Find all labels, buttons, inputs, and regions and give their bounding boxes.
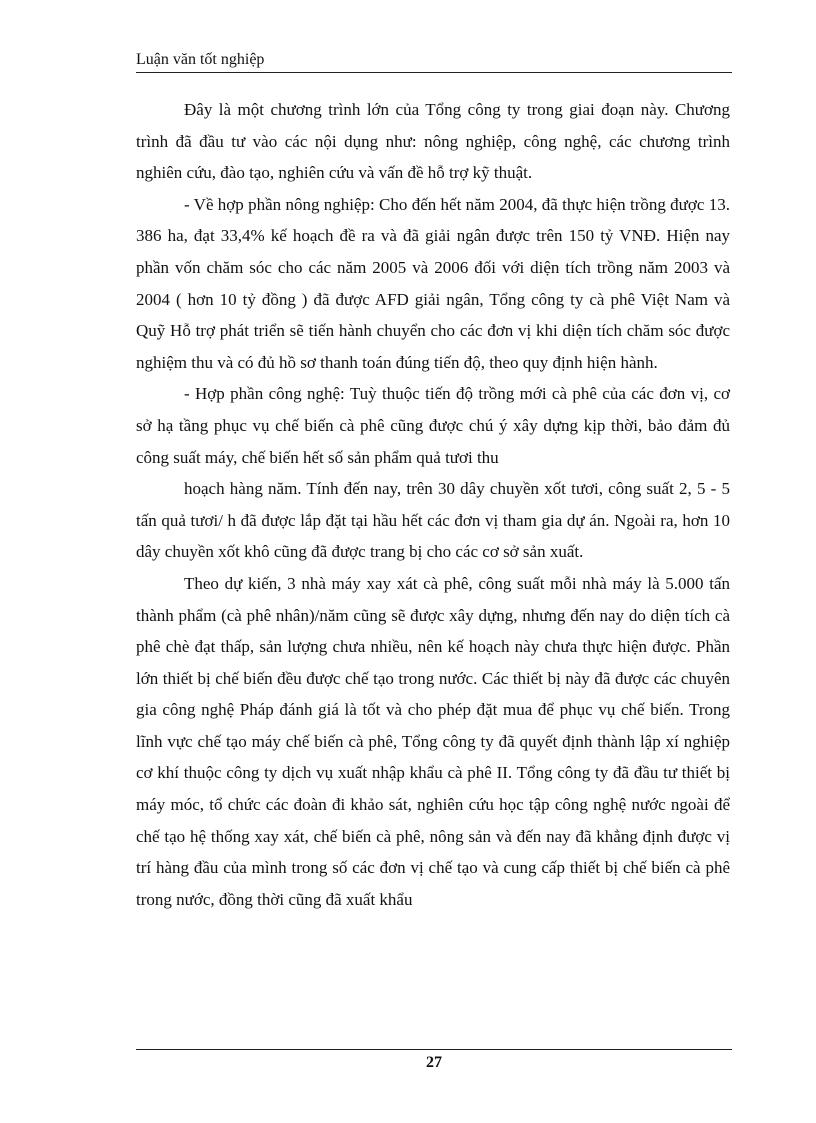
paragraph: hoạch hàng năm. Tính đến nay, trên 30 dây chuyền xốt tươi, công suất 2, 5 - 5 tấn quả tươi/ h đã được lắp đặt tại hầu hết các đơn vị tham gia dự án. Ngoài ra, hơn 10 dây chuyền xốt khô cũng đã được trang bị cho các cơ sở sản xuất.	[136, 479, 730, 562]
footer-divider	[136, 1049, 732, 1050]
paragraph: - Về hợp phần nông nghiệp: Cho đến hết năm 2004, đã thực hiện trồng được 13. 386 ha, đạt 33,4% kế hoạch đề ra và đã giải ngân được trên 150 tỷ VNĐ. Hiện nay phần vốn chăm sóc cho các năm 2005 và 2006 đối với diện tích trồng năm 2003 và 2004 ( hơn 10 tỷ đồng ) đã được AFD giải ngân, Tổng công ty cà phê Việt Nam và Quỹ Hỗ trợ phát triển sẽ tiến hành chuyển cho các đơn vị khi diện tích chăm sóc được nghiệm thu và có đủ hồ sơ thanh toán đúng tiến độ, theo quy định hiện hành.	[136, 194, 730, 372]
paragraph: - Hợp phần công nghệ: Tuỳ thuộc tiến độ trồng mới cà phê của các đơn vị, cơ sở hạ tầng phục vụ chế biến cà phê cũng được chú ý xây dựng kịp thời, bảo đảm đủ công suất máy, chế biến hết số sản phẩm quả tươi thu	[136, 384, 730, 467]
page-header	[136, 50, 732, 73]
paragraph: Đây là một chương trình lớn của Tổng công ty trong giai đoạn này. Chương trình đã đầu tư vào các nội dụng như: nông nghiệp, công nghệ, các chương trình nghiên cứu, đào tạo, nghiên cứu và vấn đề hỗ trợ kỹ thuật.	[136, 100, 730, 183]
document-body	[136, 94, 730, 915]
paragraph: Theo dự kiến, 3 nhà máy xay xát cà phê, công suất mỗi nhà máy là 5.000 tấn thành phẩm (cà phê nhân)/năm cũng sẽ được xây dựng, nhưng đến nay do diện tích cà phê chè đạt thấp, sản lượng chưa nhiều, nên kế hoạch này chưa thực hiện được. Phần lớn thiết bị chế biến đều được chế tạo trong nước. Các thiết bị này đã được các chuyên gia công nghệ Pháp đánh giá là tốt và cho phép đặt mua để phục vụ chế biến. Trong lĩnh vực chế tạo máy chế biến cà phê, Tổng công ty đã quyết định thành lập xí nghiệp cơ khí thuộc công ty dịch vụ xuất nhập khẩu cà phê II. Tổng công ty đã đầu tư thiết bị máy móc, tổ chức các đoàn đi khảo sát, nghiên cứu học tập công nghệ nước ngoài để chế tạo hệ thống xay xát, chế biến cà phê, nông sản và đến nay đã khẳng định được vị trí hàng đầu của mình trong số các đơn vị chế tạo và cung cấp thiết bị chế biến cà phê trong nước, đồng thời cũng đã xuất khẩu	[136, 573, 730, 909]
page-number: 27	[426, 1054, 442, 1071]
header-title: Luận văn tốt nghiệp	[136, 51, 265, 68]
